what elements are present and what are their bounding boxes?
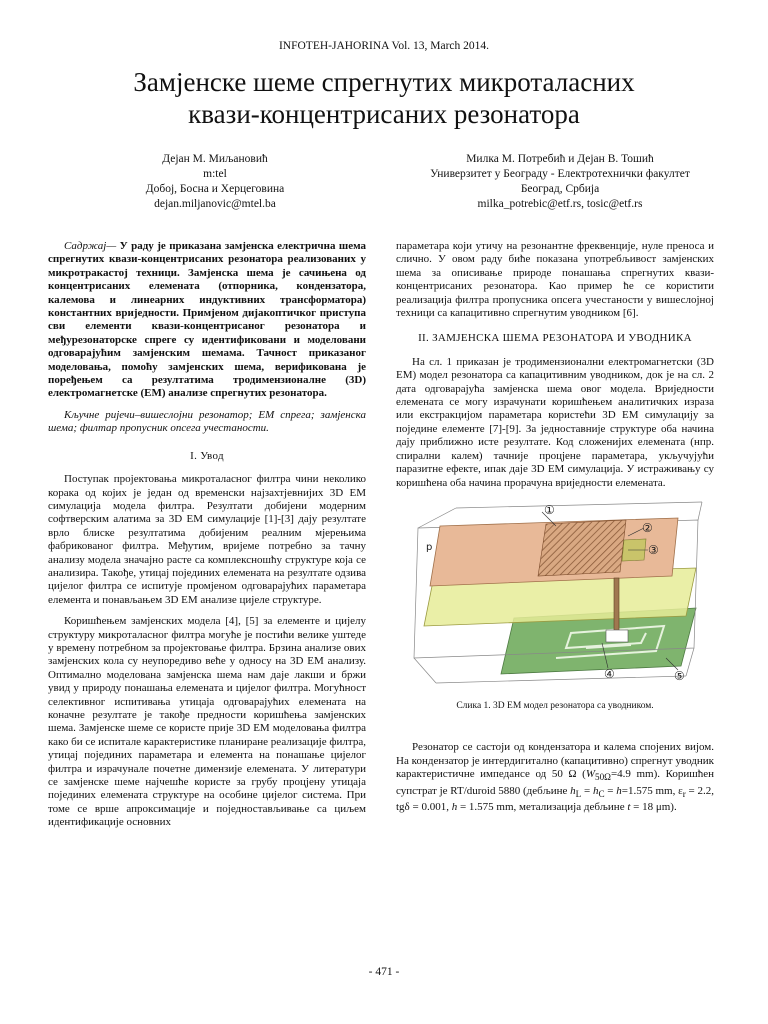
title-line-2: квази-концентрисаних резонатора bbox=[188, 99, 580, 129]
label-3: ③ bbox=[648, 542, 659, 557]
abstract-label: Садржај— bbox=[64, 240, 117, 252]
t: t bbox=[627, 801, 631, 814]
abstract-text: У раду је приказана замјенска електрична шема спрегнутих квази-концентрисаних резонатора реализованих у микротракастој техници. Замјенска шема је сачињена од концентрисаних елемената (отпорника, кондензатора, калемова и линеарних индуктивних трансформатора) константних вриједности. Примјеном дијакоптичког приступа сви елементи квази-концентрисаног резонатора и међурезонаторске спреге су идентификовани и моделовани одговарајућим замјенским шемама. Тачност приказаног моделовања, помоћу замјенских шема, верификована је поређењем са резултатима тродимензионалне (3D) електромагнетске (EM) анализе спрегнутих резонатора. bbox=[48, 240, 366, 400]
label-4: ④ bbox=[604, 666, 615, 681]
t: W bbox=[585, 768, 595, 781]
left-column bbox=[48, 240, 366, 838]
t: = bbox=[604, 784, 617, 797]
t: 50Ω bbox=[594, 772, 611, 783]
t: = 2.2, tgδ = 0.001, bbox=[396, 784, 714, 814]
right-column bbox=[396, 240, 714, 823]
t: h bbox=[592, 784, 599, 797]
section2-paragraph-1: На сл. 1 приказан је тродимензионални електромагнетски (3D EM) модел резонатора са капацитивним уводником, док је на сл. 2 дата одговарајућа замјенска шема овог модела. Вриједности елемената се могу израчунати коришћењем аналитичких израза или екстракцијом параметара користећи 3D EM симулацију за поједине елементе [7]-[9]. За једноставније структуре оба начина дају приближно исте резултате. Код сложенијих елемената (нпр. спирални калем) тачније процјене параметара, укључујући паразитне ефекте, ипак даје 3D EM симулација. У истраживању су коришћена оба начина прорачуна вриједности елемената. bbox=[396, 355, 714, 489]
t: = 1.575 mm, метализација дебљине bbox=[457, 801, 628, 814]
resonator-3d-diagram bbox=[396, 498, 714, 696]
via bbox=[614, 578, 619, 638]
author-city: Добој, Босна и Херцеговина bbox=[145, 183, 285, 195]
t: =4.9 mm). Коришћен супстрат је RT/duroid 5880 (дебљине bbox=[396, 768, 714, 797]
label-p: p bbox=[426, 541, 433, 553]
t: r bbox=[682, 788, 686, 799]
intro-paragraph-2: Коришћењем замјенских модела [4], [5] за елементе и цијелу структуру микроталасног филтра могуће је постићи велике уштеде у времену потребном за пројектовање филтра. Брзина анализе ових замјенских кола су неупоредиво веће у односу на 3D EM анализу. Оптимално моделована замјенска шема нам даје лакши и бржи увид у природу понашања елемената и цијелог филтра. Могућност селективног испитивања утицаја одговарајућих елемената на коначне резултате је такође предности коришћења замјенских шема. Замјенске шеме се користе прије 3D EM моделовања филтра како би се испитале карактеристике планиране реализације филтра, утицај појединих параметара и елемента на понашање цијелог филтра и израчунале почетне димензије елемената. У литератури се замјенске шеме најчешће користе за грубу процјену утицаја појединих елемената структуре на особине цијелог система. При томе се врше апроксимације и поједностављивање са циљем идентификације основних bbox=[48, 615, 366, 829]
title-line-1: Замјенске шеме спрегнутих микроталасних bbox=[133, 67, 635, 97]
continued-paragraph: параметара који утичу на резонантне фреквенције, нуле преноса и слично. У овом раду биће показана употребљивост замјенских шема за описивање природе понашања спрегнутих квази-концентрисаних резонатора. Као пример ће се користити реализација филтра пропусника опсега учестаности у вишеслојној техници са капацитивно спрегнутим уводником [6]. bbox=[396, 240, 714, 320]
author-email[interactable]: dejan.miljanovic@mtel.ba bbox=[154, 198, 276, 210]
section-heading-intro: I. Увод bbox=[190, 449, 224, 462]
paper-title bbox=[60, 66, 708, 130]
label-5: ⑤ bbox=[674, 668, 685, 683]
t: C bbox=[598, 788, 605, 799]
t: h bbox=[451, 801, 458, 814]
t: L bbox=[575, 788, 582, 799]
t: = bbox=[581, 784, 593, 797]
t: =1.575 mm, ε bbox=[621, 784, 683, 797]
author-city: Београд, Србија bbox=[520, 183, 600, 195]
page-number: - 471 - bbox=[368, 966, 400, 978]
section-heading-equivalent-circuit: II. ЗАМЈЕНСКА ШЕМА РЕЗОНАТОРА И УВОДНИКА bbox=[418, 332, 692, 345]
t: h bbox=[616, 784, 622, 797]
figure-3d-em-model bbox=[396, 498, 714, 696]
author-email[interactable]: milka_potrebic@etf.rs, tosic@etf.rs bbox=[477, 198, 643, 210]
keywords: Кључне ријечи–вишеслојни резонатор; EM спрега; замјенска шема; филтар пропусник опсега учестаности. bbox=[48, 408, 366, 435]
t: h bbox=[570, 784, 576, 797]
author-org: Универзитет у Београду - Електротехнички факултет bbox=[430, 168, 690, 180]
author-block-1 bbox=[60, 152, 370, 212]
author-org: m:tel bbox=[203, 168, 227, 180]
t: Резонатор се састоји од кондензатора и калема спојених вијом. На кондензатор је интердигитално (капацитивно) спрегнут уводник карактеристичне импедансе од 50 Ω ( bbox=[396, 741, 714, 781]
t: = 18 μm). bbox=[630, 801, 677, 814]
author-name: Дејан М. Миљановић bbox=[162, 153, 268, 165]
label-1: ① bbox=[544, 502, 555, 517]
label-2: ② bbox=[642, 520, 653, 535]
figure-caption: Слика 1. 3D EM модел резонатора са уводником. bbox=[456, 700, 654, 711]
via-pad bbox=[606, 630, 628, 642]
journal-header: INFOTEH-JAHORINA Vol. 13, March 2014. bbox=[278, 40, 490, 52]
interdigital-capacitor bbox=[538, 520, 626, 576]
substrate-paragraph bbox=[396, 741, 714, 814]
author-name: Милка М. Потребић и Дејан В. Тошић bbox=[466, 153, 654, 165]
intro-paragraph-1: Поступак пројектовања микроталасног филтра чини неколико корака од којих је један од временски најзахтјевнијих 3D EM симулација модела филтра. Резултати добијени модерним софтверским алатима за 3D EM симулације [1]-[3] дају резултате врло блиске резултатима добијеним реалним мјерењима фабрикованог филтра. Међутим, вријеме потребно за тачну анализу модела значајно расте са комплексношћу структуре која се анализира. Такође, утицај појединих елемената на резултате одзива цијелог филтра се испитује промјеном одговарајућих параметара елемента и понављањем 3D EM анализе цијеле структуре. bbox=[48, 473, 366, 606]
abstract bbox=[48, 240, 366, 401]
author-block-2 bbox=[400, 152, 720, 212]
